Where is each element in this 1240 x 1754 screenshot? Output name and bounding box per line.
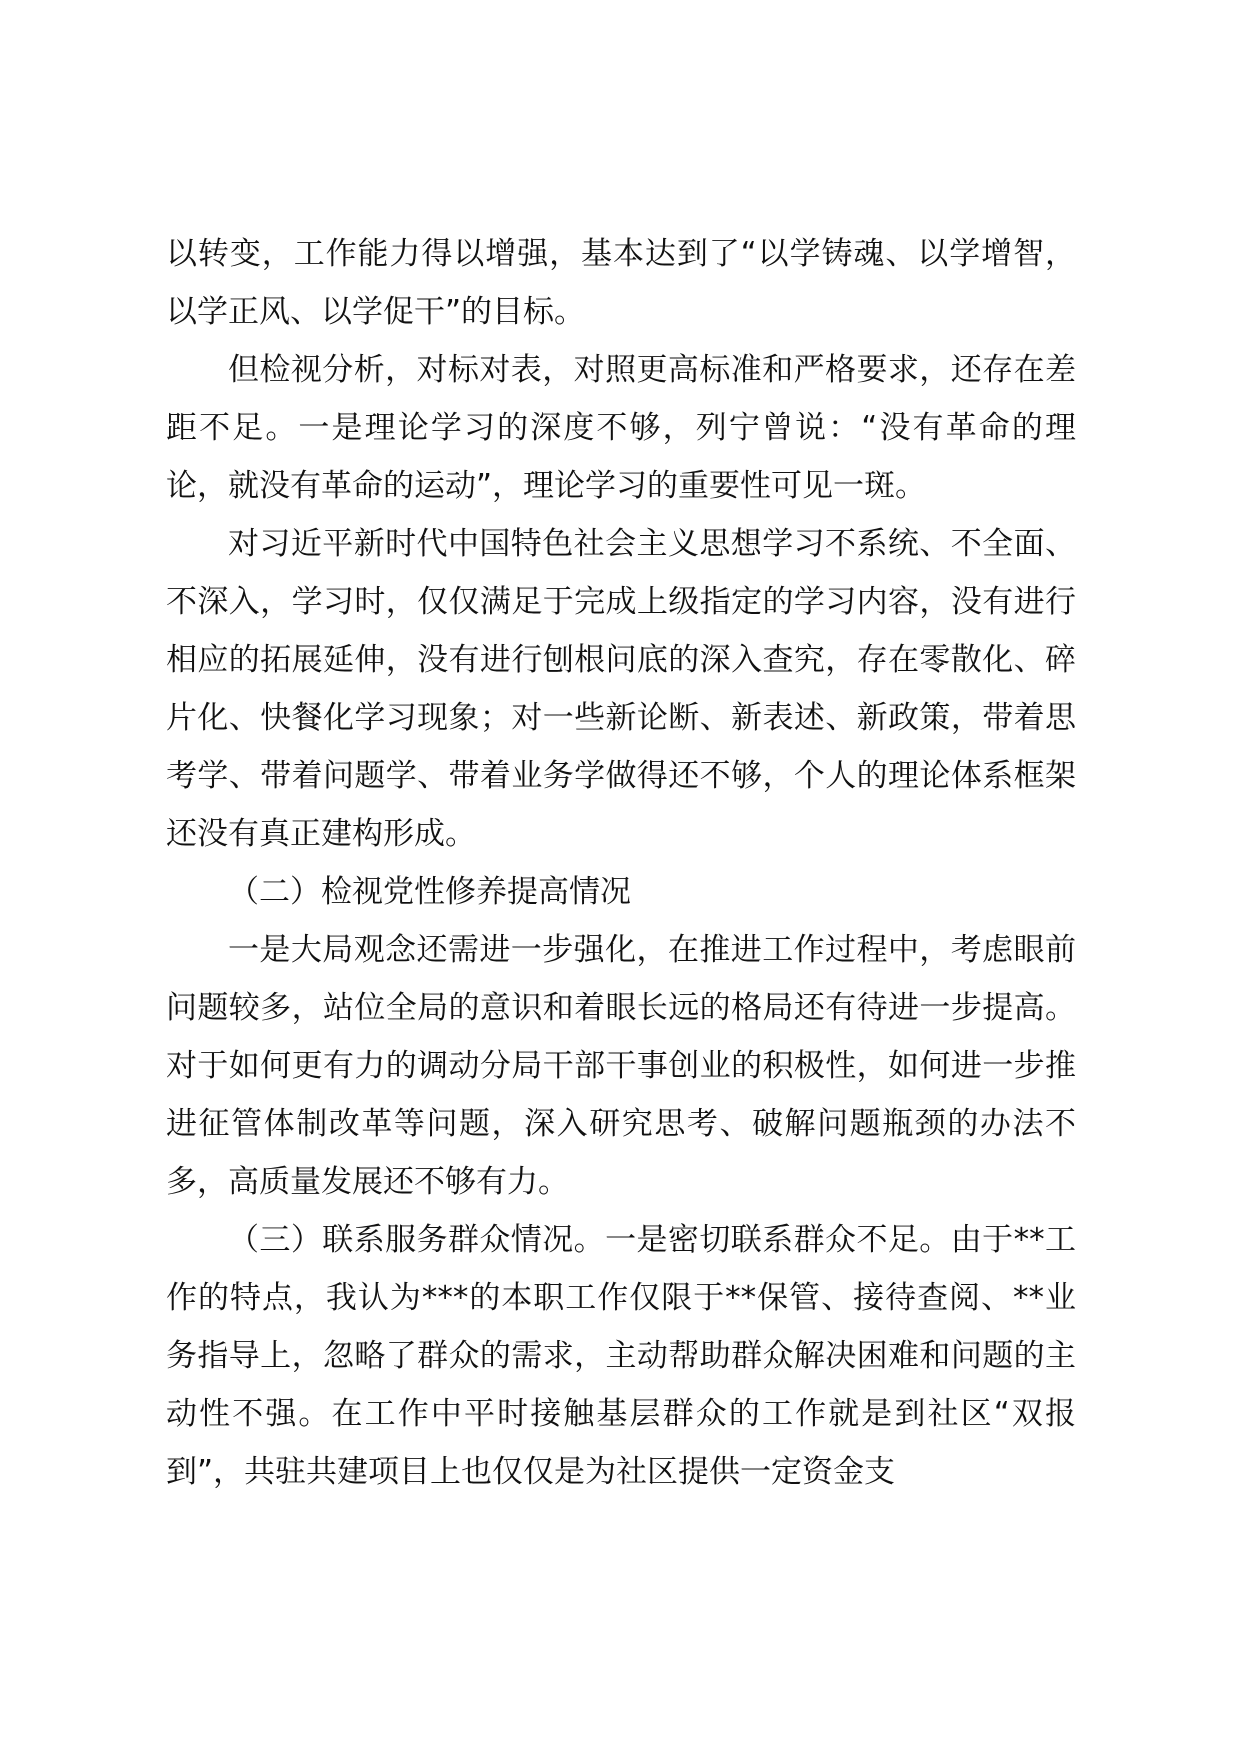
- paragraph-overall-view: 一是大局观念还需进一步强化，在推进工作过程中，考虑眼前问题较多，站位全局的意识和着眼长远的格局还有待进一步提高。对于如何更有力的调动分局干部干事创业的积极性，如何进一步推进征管体制改革等问题，深入研究思考、破解问题瓶颈的办法不多，高质量发展还不够有力。: [166, 932, 1076, 1200]
- paragraph-serving-masses: （三）联系服务群众情况。一是密切联系群众不足。由于**工作的特点，我认为***的本职工作仅限于**保管、接待查阅、**业务指导上，忽略了群众的需求，主动帮助群众解决困难和问题的主动性不强。在工作中平时接触基层群众的工作就是到社区“双报到”，共驻共建项目上也仅仅是为社区提供一定资金支: [166, 1222, 1076, 1490]
- paragraph-theory-study: 对习近平新时代中国特色社会主义思想学习不系统、不全面、不深入，学习时，仅仅满足于完成上级指定的学习内容，没有进行相应的拓展延伸，没有进行刨根问底的深入查究，存在零散化、碎片化、快餐化学习现象；对一些新论断、新表述、新政策，带着思考学、带着问题学、带着业务学做得还不够，个人的理论体系框架还没有真正建构形成。: [166, 526, 1076, 852]
- paragraph-gap-analysis: 但检视分析，对标对表，对照更高标准和严格要求，还存在差距不足。一是理论学习的深度不够，列宁曾说：“没有革命的理论，就没有革命的运动”，理论学习的重要性可见一斑。: [166, 352, 1076, 504]
- paragraph-continuation: 以转变，工作能力得以增强，基本达到了“以学铸魂、以学增智，以学正风、以学促干”的目标。: [166, 236, 1076, 330]
- document-body: [166, 225, 1076, 1501]
- section-heading-party-spirit: （二）检视党性修养提高情况: [228, 874, 631, 910]
